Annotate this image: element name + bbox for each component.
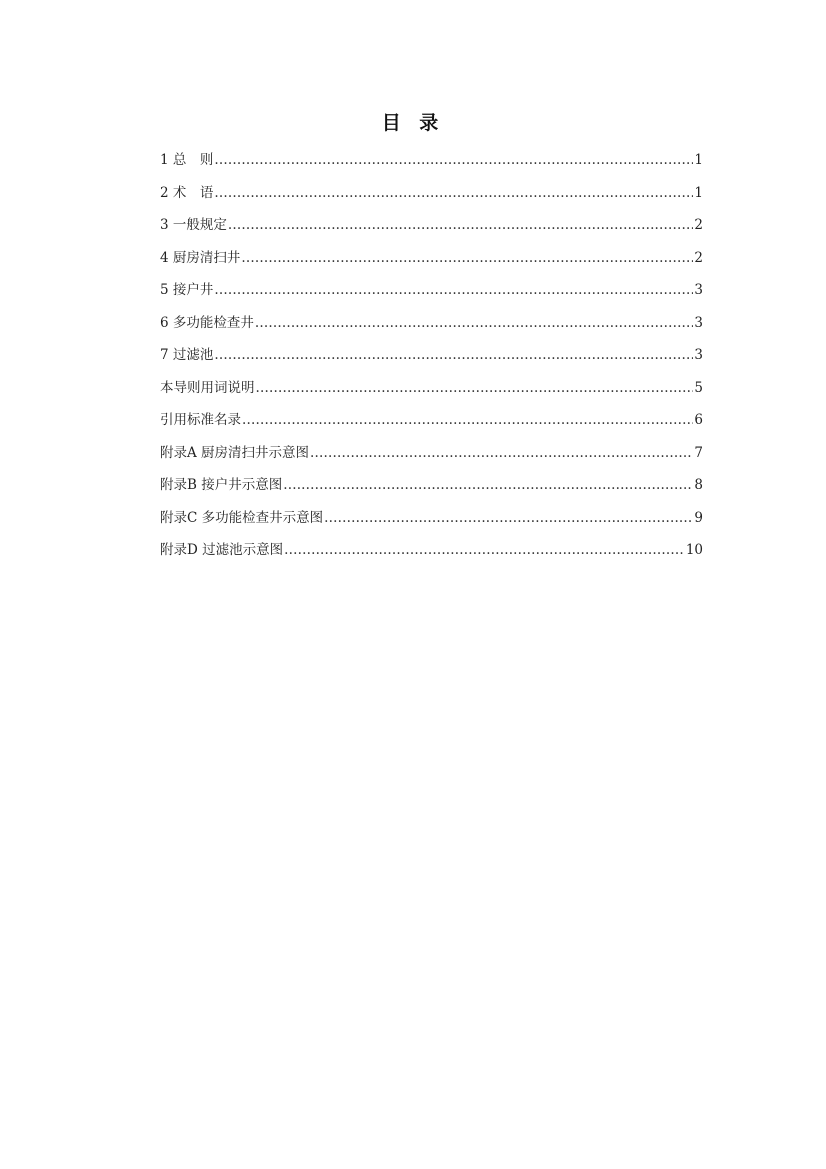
toc-dot-leader	[242, 410, 693, 430]
toc-entry-page: 7	[694, 444, 703, 461]
toc-entry-page: 9	[694, 509, 703, 526]
toc-dot-leader	[228, 215, 694, 235]
toc-entry-label: 7 过滤池	[160, 347, 214, 363]
toc-dot-leader	[284, 540, 685, 560]
toc-entry-page: 8	[694, 477, 703, 493]
toc-entry-label: 4 厨房清扫井	[160, 249, 241, 266]
toc-entry-label: 引用标准名录	[160, 412, 241, 428]
toc-entry[interactable]	[160, 215, 703, 248]
toc-entry[interactable]	[160, 183, 703, 216]
toc-dot-leader	[214, 183, 693, 203]
toc-entry-label: 本导则用词说明	[160, 379, 255, 396]
toc-entry[interactable]	[160, 345, 703, 378]
toc-entry-page: 5	[694, 379, 703, 396]
toc-dot-leader	[241, 248, 693, 268]
toc-dot-leader	[214, 280, 693, 300]
toc-dot-leader	[310, 443, 693, 463]
toc-entry-label: 附录D 过滤池示意图	[160, 542, 284, 558]
toc-entry[interactable]	[160, 443, 703, 476]
toc-dot-leader	[255, 313, 694, 333]
toc-entry[interactable]	[160, 410, 703, 443]
toc-entry[interactable]	[160, 280, 703, 313]
toc-entry-page: 1	[694, 184, 703, 201]
toc-entry-label: 附录C 多功能检查井示意图	[160, 509, 324, 526]
toc-entry-label: 附录A 厨房清扫井示意图	[160, 444, 310, 461]
toc-entry-page: 10	[685, 542, 703, 558]
toc-dot-leader	[283, 475, 693, 495]
toc-entry-label: 3 一般规定	[160, 217, 227, 233]
toc-entry-page: 1	[694, 152, 703, 168]
toc-title: 目 录	[381, 112, 445, 134]
toc-entry[interactable]	[160, 475, 703, 508]
toc-entry-label: 5 接户井	[160, 282, 214, 298]
toc-entry-page: 6	[694, 412, 703, 428]
toc-entry-label: 1 总 则	[160, 152, 214, 168]
toc-entry-label: 附录B 接户井示意图	[160, 477, 283, 493]
toc-dot-leader	[324, 508, 693, 528]
toc-dot-leader	[214, 345, 693, 365]
toc-entry-page: 3	[694, 347, 703, 363]
toc-dot-leader	[256, 378, 694, 398]
toc-entry-label: 6 多功能检查井	[160, 314, 254, 331]
toc-entry[interactable]	[160, 540, 703, 573]
toc-entry[interactable]	[160, 150, 703, 183]
toc-list	[160, 150, 703, 573]
toc-entry[interactable]	[160, 378, 703, 411]
toc-entry[interactable]	[160, 313, 703, 346]
toc-dot-leader	[214, 150, 693, 170]
toc-entry[interactable]	[160, 248, 703, 281]
toc-entry-page: 3	[694, 314, 703, 331]
toc-entry-page: 2	[694, 217, 703, 233]
toc-entry[interactable]	[160, 508, 703, 541]
toc-entry-page: 3	[694, 282, 703, 298]
toc-entry-page: 2	[694, 249, 703, 266]
toc-entry-label: 2 术 语	[160, 184, 214, 201]
